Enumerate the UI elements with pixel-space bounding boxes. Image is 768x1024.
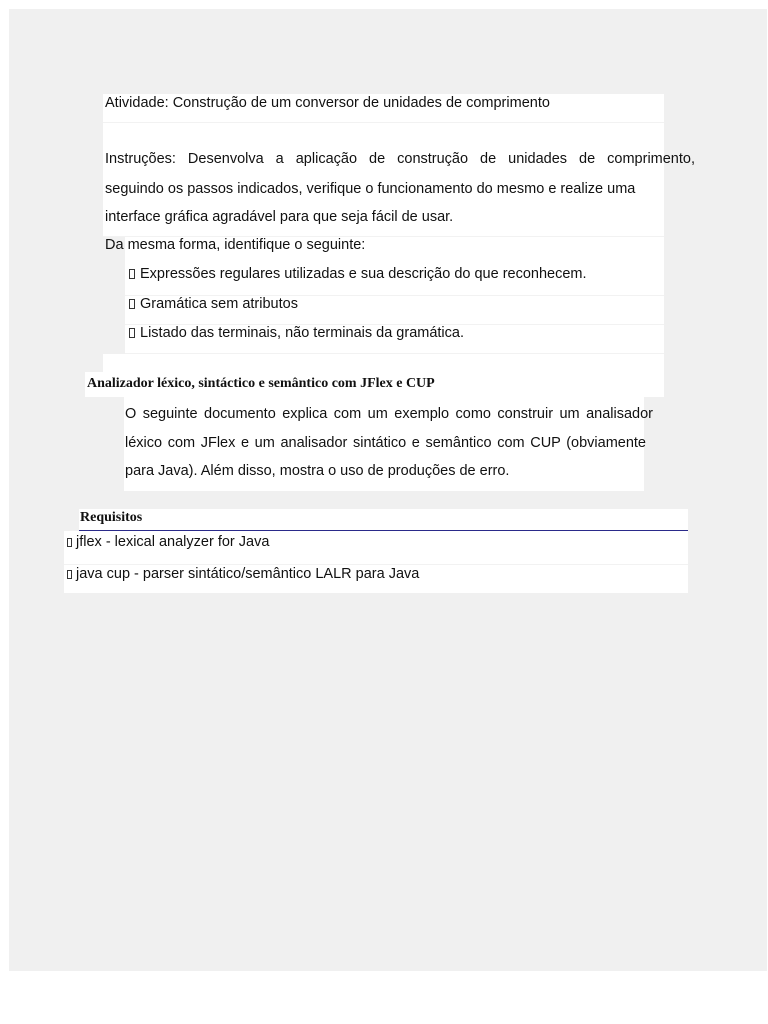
list-item	[129, 295, 298, 313]
list-item-label: Listado das terminais, não terminais da gramática.	[140, 325, 464, 341]
instructions-line: interface gráfica agradável para que seja fácil de usar.	[105, 209, 454, 225]
spacer-block	[103, 354, 664, 372]
activity-title: Atividade: Construção de um conversor de unidades de comprimento	[105, 95, 550, 111]
list-item	[67, 565, 419, 583]
checkbox-glyph-icon	[129, 299, 135, 309]
identify-intro: Da mesma forma, identifique o seguinte:	[105, 237, 366, 253]
list-item-label: java cup - parser sintático/semântico LALR para Java	[76, 566, 420, 582]
separator	[103, 122, 664, 123]
document-page	[9, 9, 767, 971]
list-item	[129, 265, 587, 283]
checkbox-glyph-icon	[129, 269, 135, 279]
list-item-label: jflex - lexical analyzer for Java	[76, 534, 270, 550]
analyzer-desc-line: léxico com JFlex e um analisador sintático e semântico com CUP (obviamente	[125, 435, 646, 451]
list-item-label: Gramática sem atributos	[140, 296, 298, 312]
requirements-heading-block	[79, 509, 688, 531]
list-item	[67, 533, 269, 551]
checkbox-glyph-icon	[67, 538, 72, 547]
checkbox-glyph-icon	[67, 570, 72, 579]
analyzer-desc-line: para Java). Além disso, mostra o uso de produções de erro.	[125, 463, 510, 479]
checkbox-glyph-icon	[129, 328, 135, 338]
instructions-line: Instruções: Desenvolva a aplicação de construção de unidades de comprimento,	[105, 151, 695, 167]
requirements-rule	[79, 530, 688, 531]
list-item-label: Expressões regulares utilizadas e sua descrição do que reconhecem.	[140, 266, 587, 282]
separator	[125, 353, 664, 354]
list-item	[129, 324, 464, 342]
instructions-line: seguindo os passos indicados, verifique o funcionamento do mesmo e realize uma	[105, 181, 636, 197]
analyzer-desc-line: O seguinte documento explica com um exemplo como construir um analisador	[125, 406, 653, 422]
analyzer-heading: Analizador léxico, sintáctico e semântico com JFlex e CUP	[87, 376, 435, 391]
requirements-heading: Requisitos	[80, 510, 143, 525]
